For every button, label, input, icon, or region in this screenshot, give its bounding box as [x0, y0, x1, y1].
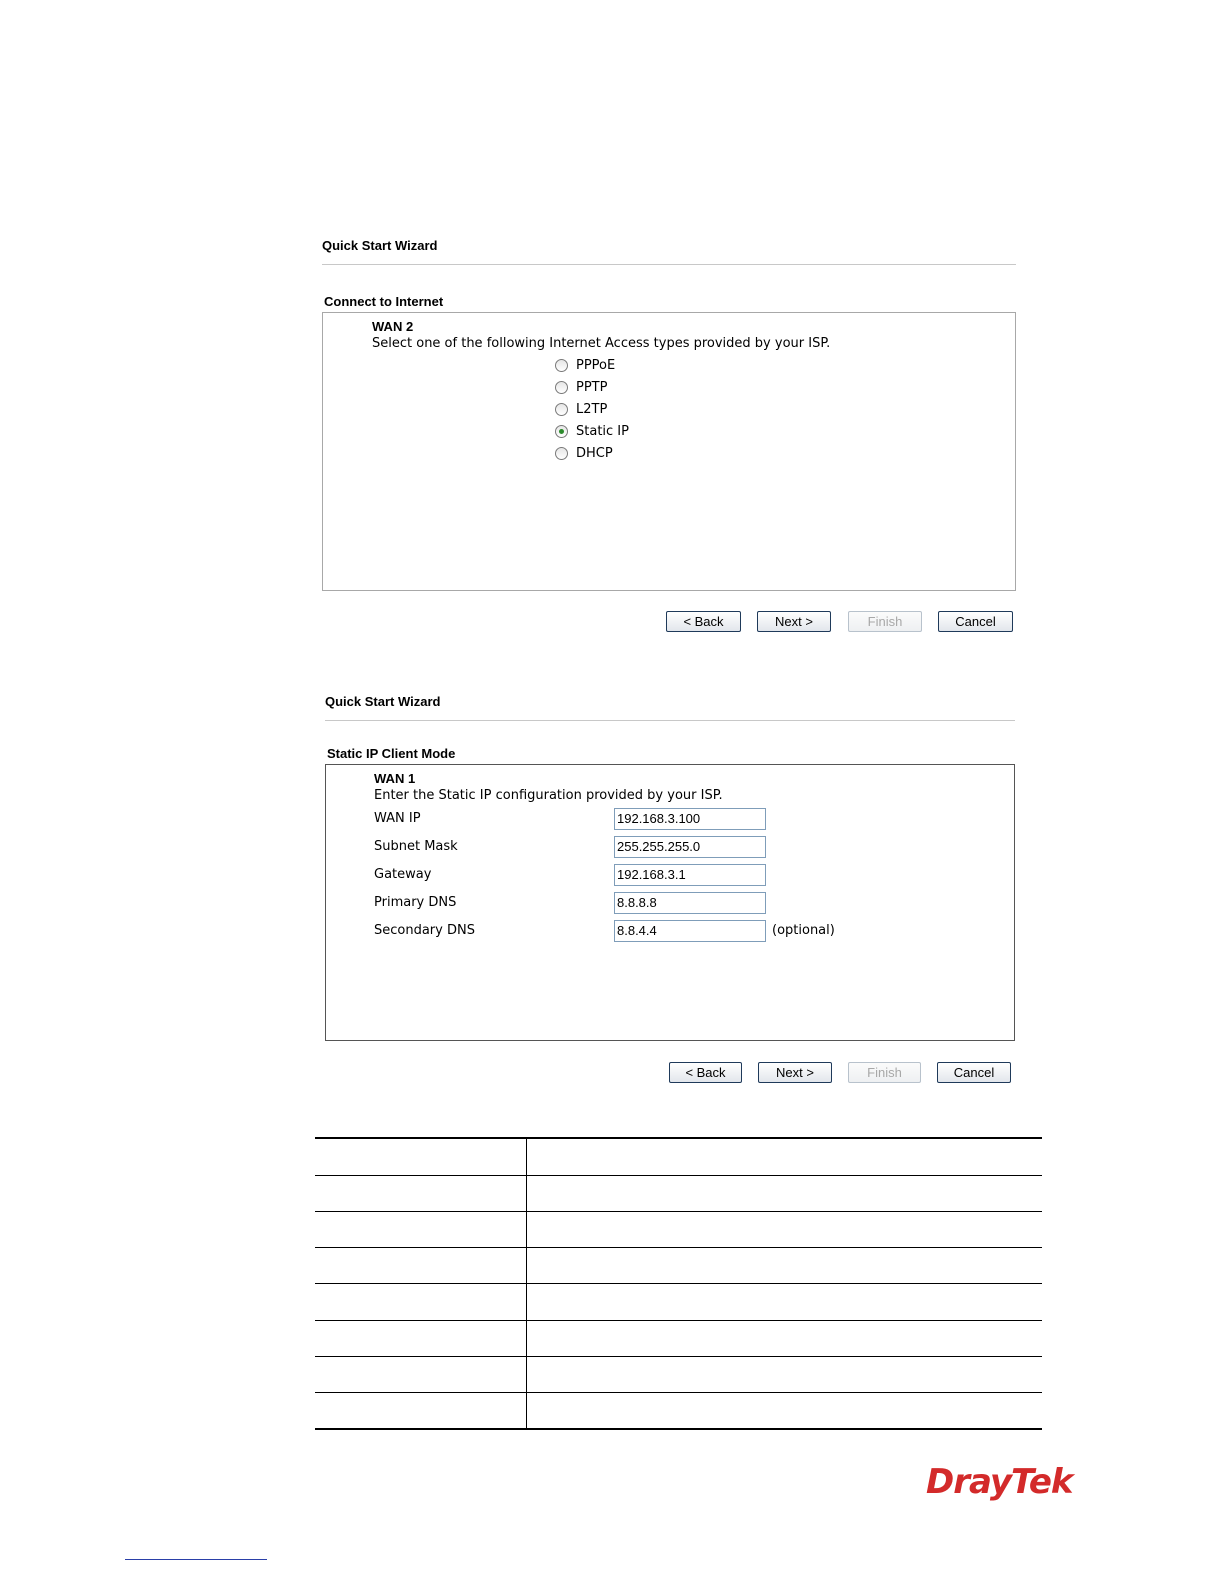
radio-pppoe[interactable]: [555, 359, 568, 372]
wizard2-panel: [325, 764, 1015, 1041]
wizard2-title: Quick Start Wizard: [325, 694, 441, 709]
wizard2-finish-button[interactable]: Finish: [848, 1062, 921, 1083]
wizard1-next-button[interactable]: Next >: [757, 611, 831, 632]
radio-label: Static IP: [576, 423, 629, 439]
table-row-divider: [315, 1283, 1042, 1284]
secondary-dns-optional-note: (optional): [772, 923, 835, 938]
secondary-dns-label: Secondary DNS: [374, 923, 475, 938]
wizard2-instruction: Enter the Static IP configuration provided by your ISP.: [374, 788, 723, 803]
radio-label: DHCP: [576, 445, 613, 461]
wizard1-finish-button[interactable]: Finish: [848, 611, 922, 632]
table-row-divider: [315, 1247, 1042, 1248]
wizard2-divider: [325, 720, 1015, 721]
subnet-mask-label: Subnet Mask: [374, 839, 458, 854]
wizard2-cancel-button[interactable]: Cancel: [937, 1062, 1011, 1083]
radio-dhcp[interactable]: [555, 447, 568, 460]
table-bottom-rule: [315, 1428, 1042, 1430]
primary-dns-label: Primary DNS: [374, 895, 457, 910]
wizard1-wan-label: WAN 2: [372, 319, 414, 334]
wizard1-section-title: Connect to Internet: [324, 294, 444, 309]
wizard1-panel: [322, 312, 1016, 591]
access-type-radio-group: [555, 354, 629, 464]
wizard2-section-title: Static IP Client Mode: [327, 746, 456, 761]
radio-option-dhcp[interactable]: [555, 442, 629, 464]
table-column-divider: [526, 1138, 527, 1429]
wizard2-next-button[interactable]: Next >: [758, 1062, 832, 1083]
wizard1-title: Quick Start Wizard: [322, 238, 438, 253]
gateway-label: Gateway: [374, 867, 432, 882]
table-top-rule: [315, 1137, 1042, 1139]
radio-label: PPPoE: [576, 357, 616, 373]
radio-pptp[interactable]: [555, 381, 568, 394]
wizard1-divider: [322, 264, 1016, 265]
wizard1-instruction: Select one of the following Internet Access types provided by your ISP.: [372, 336, 831, 351]
radio-label: L2TP: [576, 401, 608, 417]
wizard2-back-button[interactable]: < Back: [669, 1062, 742, 1083]
radio-option-pptp[interactable]: [555, 376, 629, 398]
radio-l2tp[interactable]: [555, 403, 568, 416]
wizard1-cancel-button[interactable]: Cancel: [938, 611, 1013, 632]
radio-option-static-ip[interactable]: [555, 420, 629, 442]
radio-option-pppoe[interactable]: [555, 354, 629, 376]
wizard1-back-button[interactable]: < Back: [666, 611, 741, 632]
table-row-divider: [315, 1320, 1042, 1321]
radio-static-ip[interactable]: [555, 425, 568, 438]
table-row-divider: [315, 1392, 1042, 1393]
wizard2-wan-label: WAN 1: [374, 771, 416, 786]
table-row-divider: [315, 1211, 1042, 1212]
gateway-input[interactable]: 192.168.3.1: [614, 864, 766, 886]
radio-option-l2tp[interactable]: [555, 398, 629, 420]
wan-ip-label: WAN IP: [374, 811, 421, 826]
secondary-dns-input[interactable]: 8.8.4.4: [614, 920, 766, 942]
table-row-divider: [315, 1175, 1042, 1176]
footer-link-underline[interactable]: [125, 1559, 267, 1560]
primary-dns-input[interactable]: 8.8.8.8: [614, 892, 766, 914]
wan-ip-input[interactable]: 192.168.3.100: [614, 808, 766, 830]
draytek-logo: DrayTek: [926, 1462, 1073, 1502]
radio-label: PPTP: [576, 379, 608, 395]
subnet-mask-input[interactable]: 255.255.255.0: [614, 836, 766, 858]
table-row-divider: [315, 1356, 1042, 1357]
